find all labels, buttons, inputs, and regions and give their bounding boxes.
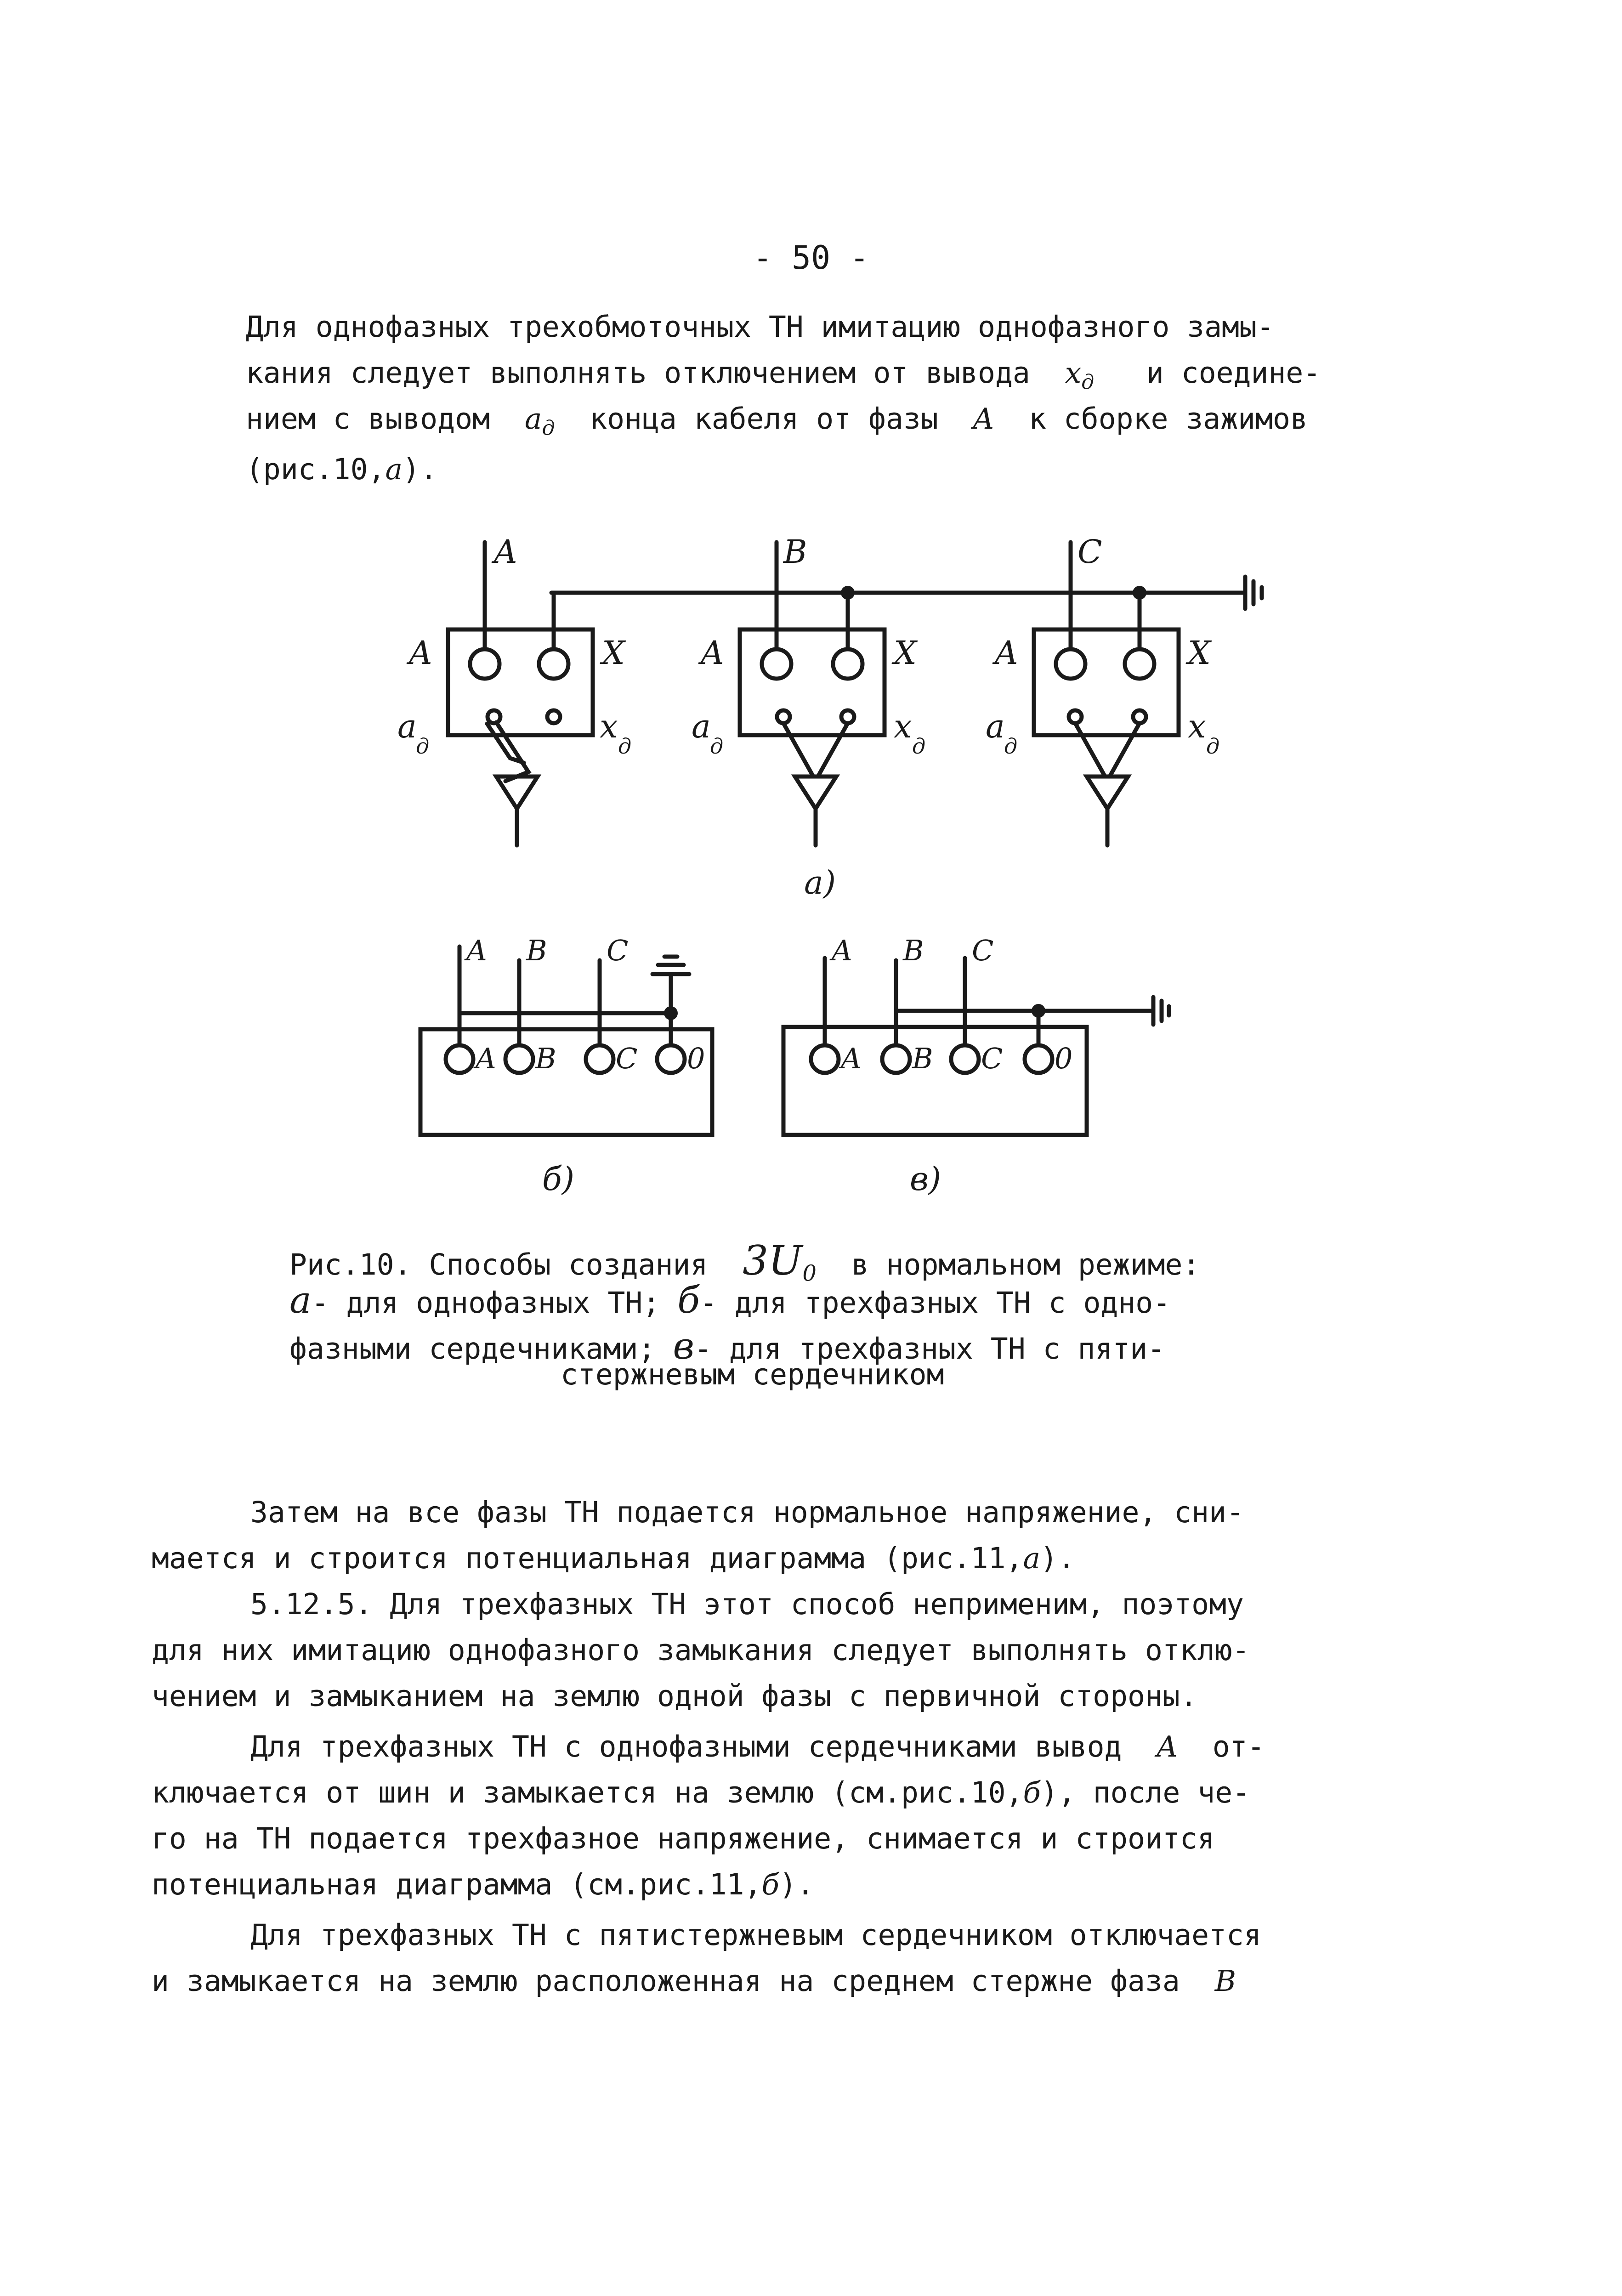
body-p3-phase-a: A xyxy=(1157,1730,1178,1763)
fig-v-caption-letter: в) xyxy=(910,1160,941,1198)
caption-line-3-text-b: - для трехфазных ТН с пяти- xyxy=(694,1332,1165,1366)
fig-a-unit2-label-x: x xyxy=(894,708,912,745)
fig-a-unit1-label-x: x xyxy=(600,708,618,745)
caption-line-2-text-a: - для однофазных ТН; xyxy=(311,1286,660,1320)
intro-phase-a: A xyxy=(973,402,994,436)
fig-a-unit2-label-A: A xyxy=(701,634,724,672)
caption-line-3-text-a: фазными сердечниками; xyxy=(289,1332,656,1366)
fig-a-unit2-cable xyxy=(783,723,848,777)
body-p1-line-1: Затем на все фазы ТН подается нормальное напряжение, сни- xyxy=(250,1496,1244,1529)
body-p1-ref-a: a xyxy=(1023,1542,1041,1575)
fig-a-unit3-cable xyxy=(1075,723,1140,777)
body-p1-line-2-text-b: ). xyxy=(1040,1542,1075,1575)
fig-a-unit3-arrow xyxy=(1087,777,1128,809)
fig-a-unit2-label-x-sub: д xyxy=(912,734,926,759)
caption-line-1-text-b: в нормальном режиме: xyxy=(851,1248,1200,1281)
fig-v-junction xyxy=(1032,1004,1045,1018)
fig-a-unit2-label-a: a xyxy=(692,708,711,745)
fig-a-unit1-label-a: a xyxy=(397,708,417,745)
intro-symbol-xd: x xyxy=(1065,356,1082,390)
fig-a-unit2-label-X: X xyxy=(894,634,917,672)
fig-a-unit1-terminal-ad xyxy=(488,710,500,723)
caption-symbol-b: б xyxy=(677,1279,700,1321)
body-p2-line-3: чением и замыканием на землю одной фазы с первичной стороны. xyxy=(152,1679,1197,1713)
fig-v-terminal-B xyxy=(882,1045,910,1073)
fig-v-term-label-C: C xyxy=(981,1042,1003,1075)
intro-symbol-xd-sub: д xyxy=(1081,370,1095,394)
fig-v-box xyxy=(783,1027,1087,1135)
fig-a-unit3-label-x-sub: д xyxy=(1206,734,1220,759)
body-p4-phase-b: B xyxy=(1214,1964,1236,1998)
fig-a-unit1-terminal-X xyxy=(539,649,568,679)
body-p3-line-4 xyxy=(152,1870,814,1899)
body-p3-line-1 xyxy=(250,1732,1265,1761)
fig-a-phase-label-1: A xyxy=(494,533,517,571)
fig-v-terminal-A xyxy=(811,1045,839,1073)
body-p3-ref-b2: б xyxy=(761,1868,779,1901)
fig-a-unit3-terminal-X xyxy=(1125,649,1154,679)
intro-line-2-text-a: кания следует выполнять отключением от вывода xyxy=(246,356,1030,390)
fig-a-unit1-cable-loop xyxy=(487,722,528,781)
caption-line-2 xyxy=(289,1279,1171,1321)
body-p2-line-2: для них имитацию однофазного замыкания следует выполнять отклю- xyxy=(152,1633,1250,1667)
fig-a-unit3-label-A: A xyxy=(995,634,1018,672)
fig-v-phase-label-A: A xyxy=(832,934,852,967)
fig-v-term-label-A: A xyxy=(841,1042,862,1075)
fig-b-term-label-B: B xyxy=(535,1042,556,1075)
intro-symbol-ad-sub: д xyxy=(542,416,555,440)
fig-a-caption-letter: a) xyxy=(804,864,836,901)
body-p1-line-2-text-a: мается и строится потенциальная диаграмма (рис.11, xyxy=(152,1542,1023,1575)
fig-a-unit3-box xyxy=(1034,629,1179,735)
fig-b-caption-letter: б) xyxy=(542,1160,575,1198)
body-p3-line-1-text-a: Для трехфазных ТН с однофазными сердечниками вывод xyxy=(250,1730,1122,1763)
fig-a-unit3-terminal-A xyxy=(1056,649,1085,679)
body-p2-line-1: 5.12.5. Для трехфазных ТН этот способ неприменим, поэтому xyxy=(250,1587,1244,1621)
fig-a-unit2-box xyxy=(740,629,885,735)
fig-a-unit2-terminal-X xyxy=(833,649,862,679)
fig-b-terminal-0 xyxy=(657,1045,685,1073)
body-p3-line-1-text-b: от- xyxy=(1212,1730,1265,1763)
fig-a-unit3-label-x: x xyxy=(1188,708,1206,745)
page-number: - 50 - xyxy=(753,239,869,277)
fig-b-phase-label-B: B xyxy=(526,934,547,967)
fig-b-phase-label-C: C xyxy=(607,934,629,967)
fig-b-term-label-0: 0 xyxy=(687,1042,705,1075)
body-p4-line-2 xyxy=(152,1964,1236,1998)
fig-a-unit1-terminal-A xyxy=(470,649,499,679)
intro-line-2-text-b: и соедине- xyxy=(1146,356,1321,390)
fig-b-term-label-A: A xyxy=(476,1042,496,1075)
body-p3-line-4-text-b: ). xyxy=(779,1868,814,1901)
fig-a-unit2-label-a-sub: д xyxy=(710,734,724,759)
fig-b-phase-label-A: A xyxy=(466,934,487,967)
body-p1-line-2 xyxy=(152,1544,1075,1573)
intro-line-1: Для однофазных трехобмоточных ТН имитацию однофазного замы- xyxy=(246,310,1274,344)
fig-v-terminal-C xyxy=(951,1045,979,1073)
caption-line-1-text-a: Рис.10. Способы создания xyxy=(289,1248,708,1281)
intro-line-4-text-b: ). xyxy=(403,453,437,486)
caption-symbol-a: a xyxy=(289,1279,312,1321)
caption-symbol-3u: 3U xyxy=(743,1237,803,1284)
fig-b-terminal-A xyxy=(446,1045,473,1073)
fig-a-unit3-label-X: X xyxy=(1188,634,1211,672)
fig-a-junction-2 xyxy=(1133,586,1146,600)
caption-line-2-text-b: - для трехфазных ТН с одно- xyxy=(700,1286,1171,1320)
fig-a-unit2-terminal-A xyxy=(762,649,791,679)
fig-v-term-label-B: B xyxy=(912,1042,933,1075)
intro-line-4-text-a: (рис.10, xyxy=(246,453,386,486)
fig-a-unit1-label-A: A xyxy=(409,634,432,672)
body-p3-ref-b: б xyxy=(1023,1776,1041,1809)
fig-a-phase-label-2: B xyxy=(783,533,807,571)
fig-b-junction xyxy=(664,1006,678,1020)
intro-line-3-text-c: к сборке зажимов xyxy=(1029,402,1308,436)
fig-a-unit1-arrow xyxy=(496,777,538,809)
fig-a-phase-label-3: C xyxy=(1078,533,1102,571)
fig-v-term-label-0: 0 xyxy=(1055,1042,1073,1075)
fig-b-term-label-C: C xyxy=(616,1042,638,1075)
fig-v-phase-label-B: B xyxy=(903,934,924,967)
fig-a-unit1-label-a-sub: д xyxy=(416,734,430,759)
body-p3-line-2 xyxy=(152,1778,1250,1807)
body-p3-line-2-text-b: ), после че- xyxy=(1040,1776,1250,1809)
fig-a-unit1-label-x-sub: д xyxy=(618,734,632,759)
fig-a-unit3-label-a-sub: д xyxy=(1004,734,1018,759)
fig-a-unit1-label-X: X xyxy=(602,634,625,672)
body-p3-line-4-text-a: потенциальная диаграмма (см.рис.11, xyxy=(152,1868,762,1901)
fig-v-terminal-0 xyxy=(1025,1045,1052,1073)
caption-symbol-v: в xyxy=(673,1325,695,1367)
fig-b-terminal-B xyxy=(505,1045,533,1073)
intro-line-3-text-a: нием с выводом xyxy=(246,402,490,436)
body-p4-line-2-text-a: и замыкается на землю расположенная на среднем стержне фаза xyxy=(152,1964,1180,1998)
caption-line-1 xyxy=(289,1237,1200,1287)
fig-v-phase-label-C: C xyxy=(972,934,994,967)
fig-a-unit3-label-a: a xyxy=(986,708,1005,745)
intro-symbol-ad: a xyxy=(524,402,542,436)
fig-a-unit2-arrow xyxy=(795,777,836,809)
body-p3-line-3: го на ТН подается трехфазное напряжение, снимается и строится xyxy=(152,1822,1215,1855)
caption-line-4: стержневым сердечником xyxy=(561,1358,944,1391)
body-p3-line-2-text-a: ключается от шин и замыкается на землю (см.рис.10, xyxy=(152,1776,1023,1809)
intro-ref-a: a xyxy=(385,453,403,486)
fig-b-terminal-C xyxy=(586,1045,613,1073)
intro-line-3-text-b: конца кабеля от фазы xyxy=(590,402,938,436)
fig-a-unit1-box xyxy=(448,629,593,735)
fig-a-unit1-terminal-xd xyxy=(547,710,560,723)
body-p4-line-1: Для трехфазных ТН с пятистержневым сердечником отключается xyxy=(250,1918,1261,1952)
fig-a-junction-1 xyxy=(841,586,855,600)
caption-symbol-3u-sub: 0 xyxy=(802,1260,817,1287)
